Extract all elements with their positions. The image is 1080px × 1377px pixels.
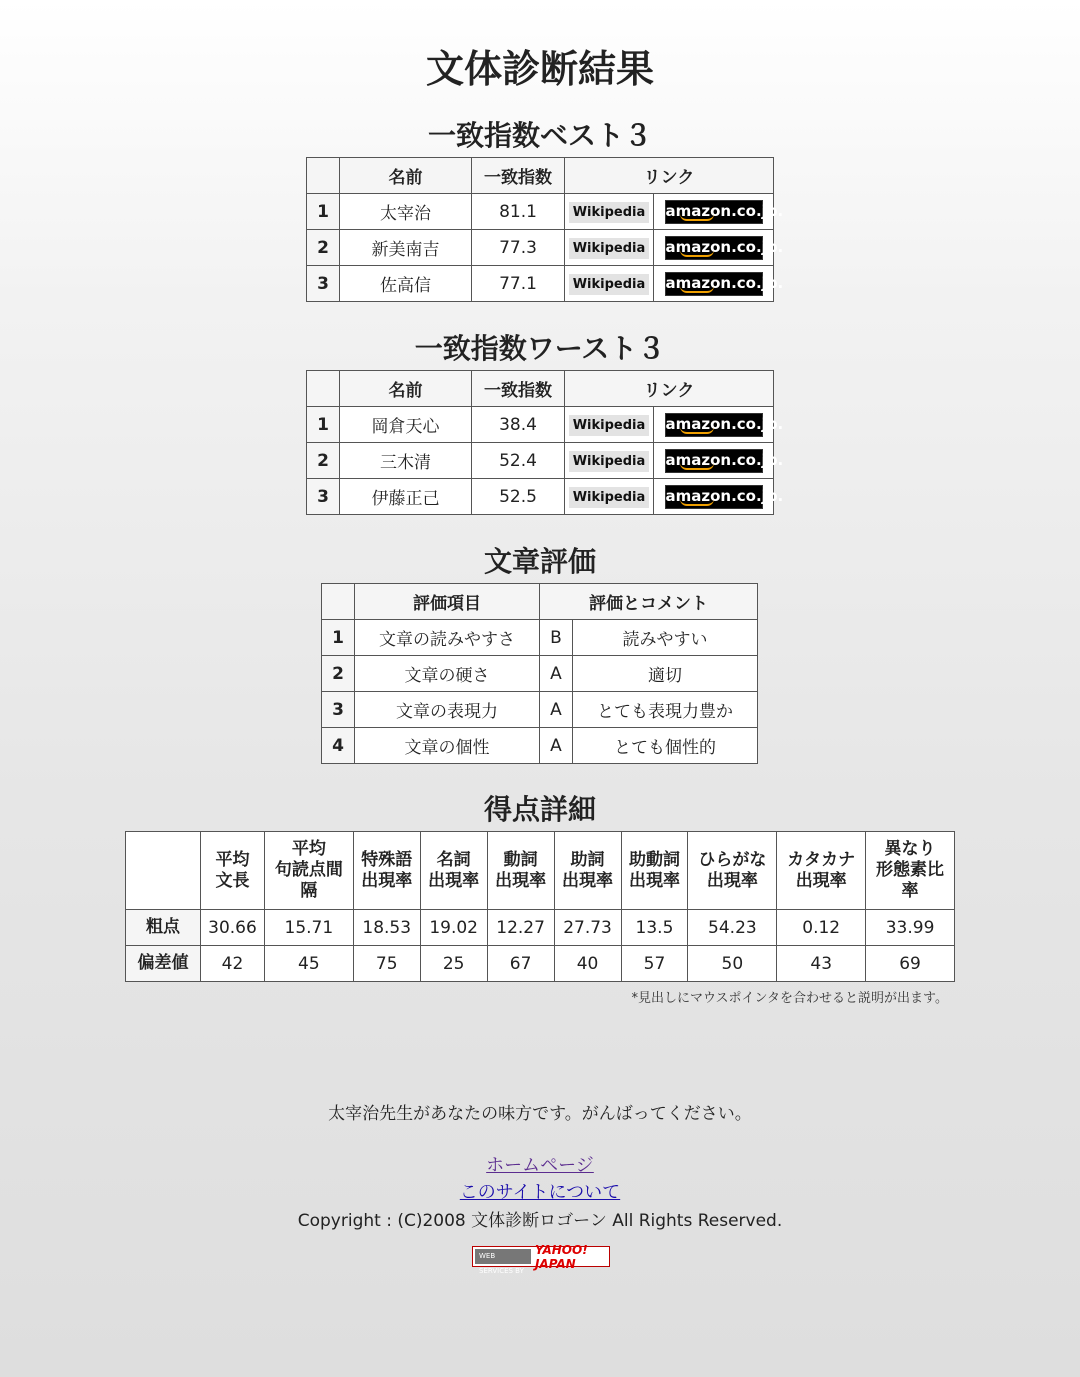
- header-blank: [307, 158, 340, 194]
- evaluation-number: 1: [322, 620, 355, 656]
- about-site-link[interactable]: このサイトについて: [459, 1182, 621, 1203]
- raw-score-value: 13.5: [621, 910, 688, 946]
- evaluation-comment: 読みやすい: [573, 620, 758, 656]
- ranking-row: [307, 266, 774, 302]
- amazon-logo-text: amazon.co.jp.: [665, 201, 784, 220]
- detail-column-header[interactable]: 異なり 形態素比 率: [866, 832, 955, 910]
- raw-score-value: 27.73: [554, 910, 621, 946]
- detail-column-header[interactable]: ひらがな 出現率: [688, 832, 777, 910]
- raw-score-value: 0.12: [777, 910, 866, 946]
- wikipedia-cell: [565, 266, 654, 302]
- wikipedia-cell: [565, 479, 654, 515]
- rank-number: 3: [307, 479, 340, 515]
- header-link: リンク: [565, 158, 774, 194]
- detail-column-header[interactable]: 動詞 出現率: [487, 832, 554, 910]
- deviation-label: 偏差値: [126, 946, 201, 982]
- raw-score-value: 12.27: [487, 910, 554, 946]
- amazon-link[interactable]: [665, 449, 784, 473]
- wikipedia-link[interactable]: Wikipedia: [569, 238, 650, 259]
- header-blank: [322, 584, 355, 620]
- wikipedia-link[interactable]: Wikipedia: [569, 487, 650, 508]
- badge-label: WEB SERVICES BY: [475, 1249, 531, 1264]
- amazon-cell: [654, 443, 784, 479]
- evaluation-item: 文章の表現力: [355, 692, 540, 728]
- deviation-value: 40: [554, 946, 621, 982]
- header-comment: 評価とコメント: [540, 584, 758, 620]
- author-name: 佐高信: [340, 266, 472, 302]
- wikipedia-link[interactable]: Wikipedia: [569, 202, 650, 223]
- header-name: 名前: [340, 158, 472, 194]
- deviation-value: 57: [621, 946, 688, 982]
- wikipedia-cell: [565, 443, 654, 479]
- match-score: 77.3: [472, 230, 565, 266]
- detail-column-header[interactable]: 平均 文長: [201, 832, 265, 910]
- page-title: 文体診断結果: [425, 47, 654, 91]
- evaluation-heading: 文章評価: [483, 545, 596, 578]
- raw-score-value: 18.53: [353, 910, 420, 946]
- amazon-link[interactable]: [665, 485, 784, 509]
- raw-score-value: 30.66: [201, 910, 265, 946]
- amazon-link[interactable]: [665, 272, 784, 296]
- amazon-cell: [654, 194, 784, 230]
- rank-number: 2: [307, 443, 340, 479]
- author-name: 新美南吉: [340, 230, 472, 266]
- worst-table: [306, 370, 784, 515]
- amazon-link[interactable]: [665, 236, 784, 260]
- evaluation-row: [322, 728, 758, 764]
- ranking-row: [307, 407, 774, 443]
- match-score: 38.4: [472, 407, 565, 443]
- header-name: 名前: [340, 371, 472, 407]
- deviation-value: 75: [353, 946, 420, 982]
- raw-score-value: 33.99: [866, 910, 955, 946]
- amazon-smile-icon: [680, 427, 714, 434]
- evaluation-number: 2: [322, 656, 355, 692]
- evaluation-item: 文章の個性: [355, 728, 540, 764]
- evaluation-number: 3: [322, 692, 355, 728]
- author-name: 岡倉天心: [340, 407, 472, 443]
- detail-column-header[interactable]: 特殊語 出現率: [353, 832, 420, 910]
- rank-number: 1: [307, 194, 340, 230]
- encouragement-message: 太宰治先生があなたの味方です。がんばってください。: [328, 1104, 752, 1124]
- raw-score-value: 54.23: [688, 910, 777, 946]
- rank-number: 2: [307, 230, 340, 266]
- evaluation-table: [321, 583, 758, 764]
- deviation-value: 42: [201, 946, 265, 982]
- details-table: [125, 831, 955, 982]
- evaluation-row: [322, 620, 758, 656]
- amazon-smile-icon: [680, 214, 714, 221]
- wikipedia-link[interactable]: Wikipedia: [569, 415, 650, 436]
- evaluation-grade: A: [540, 728, 573, 764]
- yahoo-logo-icon: YAHOO! JAPAN: [534, 1242, 588, 1271]
- amazon-cell: [654, 407, 784, 443]
- match-score: 52.5: [472, 479, 565, 515]
- detail-column-header[interactable]: 名詞 出現率: [420, 832, 487, 910]
- header-score: 一致指数: [472, 158, 565, 194]
- amazon-logo-text: amazon.co.jp.: [665, 414, 784, 433]
- ranking-row: [307, 479, 774, 515]
- worst-heading: 一致指数ワースト３: [414, 332, 666, 365]
- best-table: [306, 157, 784, 302]
- amazon-logo-text: amazon.co.jp.: [665, 450, 784, 469]
- rank-number: 1: [307, 407, 340, 443]
- evaluation-grade: B: [540, 620, 573, 656]
- evaluation-grade: A: [540, 692, 573, 728]
- amazon-smile-icon: [680, 286, 714, 293]
- deviation-value: 45: [264, 946, 353, 982]
- deviation-value: 25: [420, 946, 487, 982]
- details-note: *見出しにマウスポインタを合わせると説明が出ます。: [631, 991, 948, 1006]
- ranking-row: [307, 443, 774, 479]
- raw-score-value: 19.02: [420, 910, 487, 946]
- author-name: 太宰治: [340, 194, 472, 230]
- detail-column-header[interactable]: カタカナ 出現率: [777, 832, 866, 910]
- wikipedia-link[interactable]: Wikipedia: [569, 451, 650, 472]
- match-score: 81.1: [472, 194, 565, 230]
- author-name: 伊藤正己: [340, 479, 472, 515]
- wikipedia-cell: [565, 230, 654, 266]
- evaluation-row: [322, 656, 758, 692]
- detail-column-header[interactable]: 平均 句読点間 隔: [264, 832, 353, 910]
- detail-column-header[interactable]: 助詞 出現率: [554, 832, 621, 910]
- evaluation-item: 文章の硬さ: [355, 656, 540, 692]
- evaluation-number: 4: [322, 728, 355, 764]
- amazon-logo-text: amazon.co.jp.: [665, 237, 784, 256]
- wikipedia-link[interactable]: Wikipedia: [569, 274, 650, 295]
- ranking-row: [307, 194, 774, 230]
- raw-score-value: 15.71: [264, 910, 353, 946]
- evaluation-grade: A: [540, 656, 573, 692]
- amazon-cell: [654, 230, 784, 266]
- detail-column-header[interactable]: 助動詞 出現率: [621, 832, 688, 910]
- wikipedia-cell: [565, 194, 654, 230]
- rank-number: 3: [307, 266, 340, 302]
- yahoo-web-services-badge[interactable]: [472, 1242, 610, 1275]
- amazon-cell: [654, 479, 784, 515]
- amazon-link[interactable]: [665, 200, 784, 224]
- evaluation-comment: とても表現力豊か: [573, 692, 758, 728]
- header-link: リンク: [565, 371, 774, 407]
- deviation-value: 67: [487, 946, 554, 982]
- match-score: 77.1: [472, 266, 565, 302]
- ranking-row: [307, 230, 774, 266]
- wikipedia-cell: [565, 407, 654, 443]
- details-heading: 得点詳細: [483, 793, 596, 826]
- amazon-smile-icon: [680, 463, 714, 470]
- copyright: Copyright : (C)2008 文体診断ロゴーン All Rights Reserved.: [297, 1211, 783, 1231]
- amazon-logo-text: amazon.co.jp.: [665, 273, 784, 292]
- header-blank: [126, 832, 201, 910]
- evaluation-comment: 適切: [573, 656, 758, 692]
- evaluation-item: 文章の読みやすさ: [355, 620, 540, 656]
- evaluation-row: [322, 692, 758, 728]
- amazon-cell: [654, 266, 784, 302]
- amazon-link[interactable]: [665, 413, 784, 437]
- deviation-value: 43: [777, 946, 866, 982]
- amazon-smile-icon: [680, 499, 714, 506]
- amazon-smile-icon: [680, 250, 714, 257]
- deviation-value: 50: [688, 946, 777, 982]
- header-blank: [307, 371, 340, 407]
- deviation-value: 69: [866, 946, 955, 982]
- raw-score-label: 粗点: [126, 910, 201, 946]
- homepage-link[interactable]: ホームページ: [486, 1155, 594, 1176]
- evaluation-comment: とても個性的: [573, 728, 758, 764]
- header-score: 一致指数: [472, 371, 565, 407]
- match-score: 52.4: [472, 443, 565, 479]
- amazon-logo-text: amazon.co.jp.: [665, 486, 784, 505]
- header-item: 評価項目: [355, 584, 540, 620]
- author-name: 三木清: [340, 443, 472, 479]
- best-heading: 一致指数ベスト３: [427, 119, 652, 152]
